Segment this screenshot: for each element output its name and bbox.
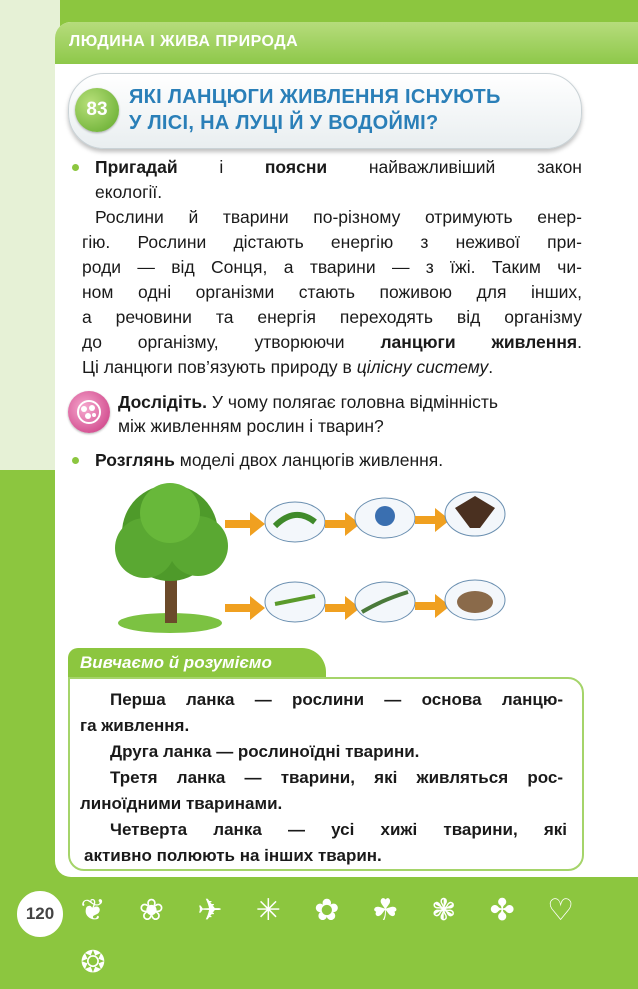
explain-verb: поясни — [264, 157, 328, 177]
sprout-icon: ☘ — [371, 894, 399, 927]
rabbit-icon: ✤ — [489, 894, 515, 927]
spider-icon: ✳ — [255, 894, 281, 927]
arrow-icon — [225, 596, 265, 620]
study-line: Перша ланка — рослини — основа ланцю- — [110, 690, 563, 709]
paragraph-line: Ці ланцюги пов’язують природу в цілісну систему. — [82, 357, 494, 377]
consider-verb: Розглянь — [95, 450, 175, 470]
tree-illustration — [115, 483, 228, 633]
study-line: активно полюють на інших тварин. — [84, 846, 382, 865]
hedgehog-icon — [457, 591, 493, 613]
left-band-lower — [0, 470, 60, 945]
consider-line: Розглянь моделі двох ланцюгів живлення. — [95, 450, 444, 470]
lesson-number: 83 — [75, 88, 119, 132]
study-tab-label: Вивчаємо й розуміємо — [80, 653, 272, 672]
paragraph-line: роди — від Сонця, а тварини — з їжі. Таким чи- — [82, 257, 582, 277]
term-whole-system: цілісну систему — [356, 357, 489, 377]
research-line-1: Дослідіть. У чому полягає головна відмінність — [118, 392, 499, 412]
section-header — [55, 22, 638, 64]
study-line: Друга ланка — рослиноїдні тварини. — [110, 742, 420, 761]
research-label: Дослідіть. — [118, 392, 208, 412]
study-tab — [68, 648, 326, 678]
microscope-icon — [68, 391, 110, 433]
study-line: Четверта ланка — усі хижі тварини, які — [110, 820, 567, 839]
butterfly-icon: ❃ — [431, 894, 457, 927]
lesson-title-line-2: У ЛІСІ, НА ЛУЦІ Й У ВОДОЙМІ? — [129, 112, 439, 134]
brain-icon: ✿ — [314, 894, 340, 927]
bullet-dot — [72, 457, 79, 464]
chain-2 — [225, 580, 505, 622]
lesson-title-line-1: ЯКІ ЛАНЦЮГИ ЖИВЛЕННЯ ІСНУЮТЬ — [129, 86, 501, 108]
paragraph-line: а речовини та енергія переходять від організму — [82, 307, 582, 327]
food-chain-illustration — [110, 478, 540, 638]
study-line: Третя ланка — тварини, які живляться рос- — [110, 768, 563, 787]
section-title: ЛЮДИНА І ЖИВА ПРИРОДА — [69, 33, 299, 50]
bird-icon — [375, 506, 395, 526]
frog-icon: ❂ — [80, 946, 106, 979]
heart-icon: ♡ — [547, 894, 575, 927]
recall-line — [95, 155, 582, 180]
bird-icon: ✈ — [197, 894, 223, 927]
research-line-2: між живленням рослин і тварин? — [118, 416, 384, 436]
page-number: 120 — [14, 888, 66, 940]
paragraph-line: Рослини й тварини по-різному отримують енер- — [95, 207, 582, 227]
study-line: га живлення. — [80, 716, 190, 735]
recall-rest: найважливіший закон — [368, 157, 582, 177]
bullet-dot — [72, 164, 79, 171]
recall-line-2: екології. — [95, 182, 163, 202]
lesson-title — [129, 84, 501, 136]
left-band — [0, 0, 60, 470]
ladybug-icon: ❀ — [138, 894, 165, 927]
paragraph-line: до організму, утворюючи ланцюги живлення. — [82, 332, 582, 352]
footer-icon-strip — [70, 885, 630, 979]
paragraph-line: гію. Рослини дістають енергію з неживої при- — [82, 232, 582, 252]
term-food-chains: ланцюги живлення — [380, 332, 578, 352]
lesson-heading — [68, 73, 582, 149]
recall-verb: Пригадай — [95, 157, 178, 177]
study-line: линоїдними тваринами. — [80, 794, 283, 813]
fish-icon: ❦ — [80, 894, 106, 927]
recall-conj: і — [219, 157, 224, 177]
arrow-icon — [225, 512, 265, 536]
paragraph-line: ном одні організми стають поживою для інших, — [82, 282, 582, 302]
chain-1 — [225, 492, 505, 542]
